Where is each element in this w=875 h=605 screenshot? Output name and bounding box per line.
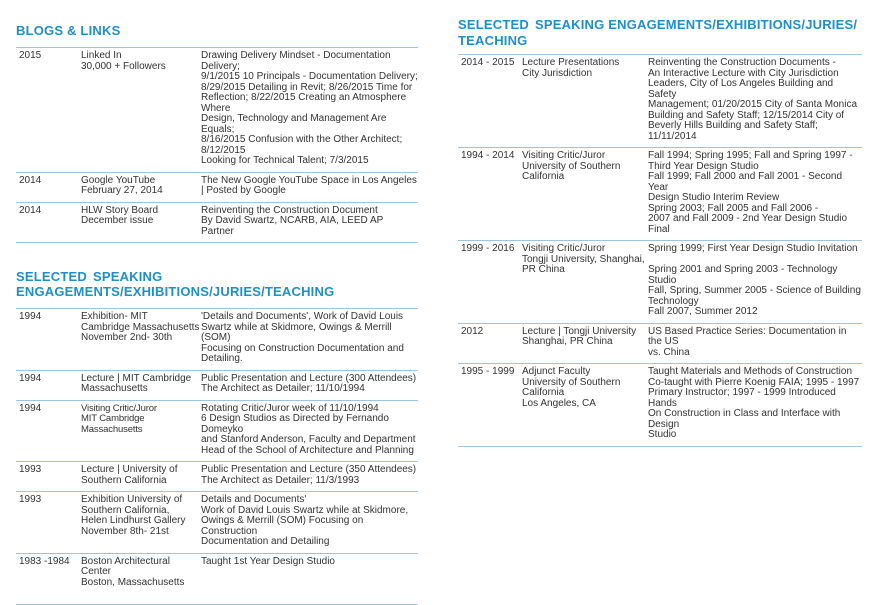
heading-word-selected: SELECTED <box>458 17 529 32</box>
row-year: 1994 <box>16 374 81 395</box>
row-year: 1993 <box>16 495 81 548</box>
engagements-heading <box>16 269 418 299</box>
row-year: 1994 <box>16 404 81 457</box>
row-name: Lecture | University of Southern California <box>81 465 201 486</box>
row-desc: Spring 1999; First Year Design Studio Invitation Spring 2001 and Spring 2003 - Technology Studio Fall, Spring, Summer 2005 - Science of Building Technology Fall 2007, Summer 2012 <box>648 244 862 318</box>
engagements-heading-right <box>458 17 862 49</box>
row-name: Boston Architectural Center Boston, Massachusetts <box>81 557 201 589</box>
row-desc: Rotating Critic/Juror week of 11/10/1994 6 Design Studios as Directed by Fernando Domeyko and Stanford Anderson, Faculty and Department Head of the School of Architecture and Planning <box>201 404 418 457</box>
row-name: Lecture Presentations City Jurisdiction <box>522 58 648 142</box>
row-year: 1983 -1984 <box>16 557 81 589</box>
table-row <box>458 54 862 148</box>
row-desc: Taught 1st Year Design Studio <box>201 557 418 589</box>
row-name: Visiting Critic/Juror MIT Cambridge Massachusetts <box>81 404 201 457</box>
row-name: Linked In 30,000 + Followers <box>81 51 201 167</box>
row-year: 1993 <box>16 465 81 486</box>
row-year: 2012 <box>458 327 522 359</box>
row-desc: Details and Documents' Work of David Louis Swartz while at Skidmore, Owings & Merrill (SOM) Focusing on Construction Documentation and Detailing <box>201 495 418 548</box>
heading-words-rest: SPEAKING ENGAGEMENTS/EXHIBITIONS/JURIES/ <box>535 17 857 32</box>
table-row <box>16 47 418 173</box>
row-name: Exhibition University of Southern California, Helen Lindhurst Gallery November 8th- 21st <box>81 495 201 548</box>
row-desc: Public Presentation and Lecture (350 Attendees) The Architect as Detailer; 11/3/1993 <box>201 465 418 486</box>
table-row <box>16 308 418 371</box>
row-name: Visiting Critic/Juror Tongji University, Shanghai, PR China <box>522 244 648 318</box>
table-row <box>458 241 862 324</box>
table-row <box>16 554 418 605</box>
engagements-table-right <box>458 54 862 447</box>
row-desc: The New Google YouTube Space in Los Angeles | Posted by Google <box>201 176 418 197</box>
table-row <box>16 462 418 492</box>
heading-word-teaching: TEACHING <box>458 33 528 48</box>
row-year: 2014 <box>16 176 81 197</box>
row-desc: Taught Materials and Methods of Construction Co-taught with Pierre Koenig FAIA; 1995 - 1997 Primary Instructor; 1997 - 1999 Introduced Hands On Construction in Class and Interface with Design Studio <box>648 367 862 441</box>
left-column <box>16 0 418 605</box>
row-desc: Reinventing the Construction Document By David Swartz, NCARB, AIA, LEED AP Partner <box>201 206 418 238</box>
row-name: Adjunct Faculty University of Southern California Los Angeles, CA <box>522 367 648 441</box>
row-year: 1995 - 1999 <box>458 367 522 441</box>
row-year: 1994 <box>16 312 81 365</box>
row-name: Lecture | MIT Cambridge Massachusetts <box>81 374 201 395</box>
right-column <box>458 0 862 447</box>
row-desc: Fall 1994; Spring 1995; Fall and Spring 1997 - Third Year Design Studio Fall 1999; Fall 2000 and Fall 2001 - Second Year Design Studio Interim Review Spring 2003; Fall 2005 and Fall 2006 - 2007 and Fall 2009 - 2nd Year Design Studio Final <box>648 151 862 235</box>
row-year: 1999 - 2016 <box>458 244 522 318</box>
table-row <box>16 401 418 463</box>
table-row <box>16 492 418 554</box>
table-row <box>16 203 418 244</box>
row-name: Google YouTube February 27, 2014 <box>81 176 201 197</box>
row-name: Exhibition- MIT Cambridge Massachusetts November 2nd- 30th <box>81 312 201 365</box>
table-row <box>458 148 862 241</box>
table-row <box>16 371 418 401</box>
row-desc: 'Details and Documents', Work of David Louis Swartz while at Skidmore, Owings & Merrill (SOM) Focusing on Construction Documentation and Detailing. <box>201 312 418 365</box>
row-year: 1994 - 2014 <box>458 151 522 235</box>
row-desc: Drawing Delivery Mindset - Documentation Delivery; 9/1/2015 10 Principals - Documentation Delivery; 8/29/2015 Detailing in Revit; 8/26/2015 Time for Reflection; 8/22/2015 Creating an Atmosphere Where Design, Technology and Management Are Equals; 8/16/2015 Confusion with the Other Architect; 8/12/2015 Looking for Technical Talent; 7/3/2015 <box>201 51 418 167</box>
row-desc: Public Presentation and Lecture (300 Attendees) The Architect as Detailer; 11/10/1994 <box>201 374 418 395</box>
row-year: 2014 <box>16 206 81 238</box>
blogs-heading: BLOGS & LINKS <box>16 23 418 38</box>
row-year: 2014 - 2015 <box>458 58 522 142</box>
row-year: 2015 <box>16 51 81 167</box>
table-row <box>458 364 862 447</box>
engagements-table-left <box>16 308 418 605</box>
row-name: Visiting Critic/Juror University of Southern California <box>522 151 648 235</box>
row-name: HLW Story Board December issue <box>81 206 201 238</box>
table-row <box>16 173 418 203</box>
heading-word-selected: SELECTED <box>16 269 87 284</box>
row-name: Lecture | Tongji University Shanghai, PR China <box>522 327 648 359</box>
row-desc: Reinventing the Construction Documents - An Interactive Lecture with City Jurisdiction Leaders, City of Los Angeles Building and Safety Management; 01/20/2015 City of Santa Monica Building and Safety Staff; 12/15/2014 City of Beverly Hills Building and Safety Staff; 11/11/2014 <box>648 58 862 142</box>
row-desc: US Based Practice Series: Documentation in the US vs. China <box>648 327 862 359</box>
blogs-table <box>16 47 418 243</box>
heading-words-rest: SPEAKING ENGAGEMENTS/EXHIBITIONS/JURIES/TEACHING <box>16 269 334 299</box>
table-row <box>458 324 862 365</box>
